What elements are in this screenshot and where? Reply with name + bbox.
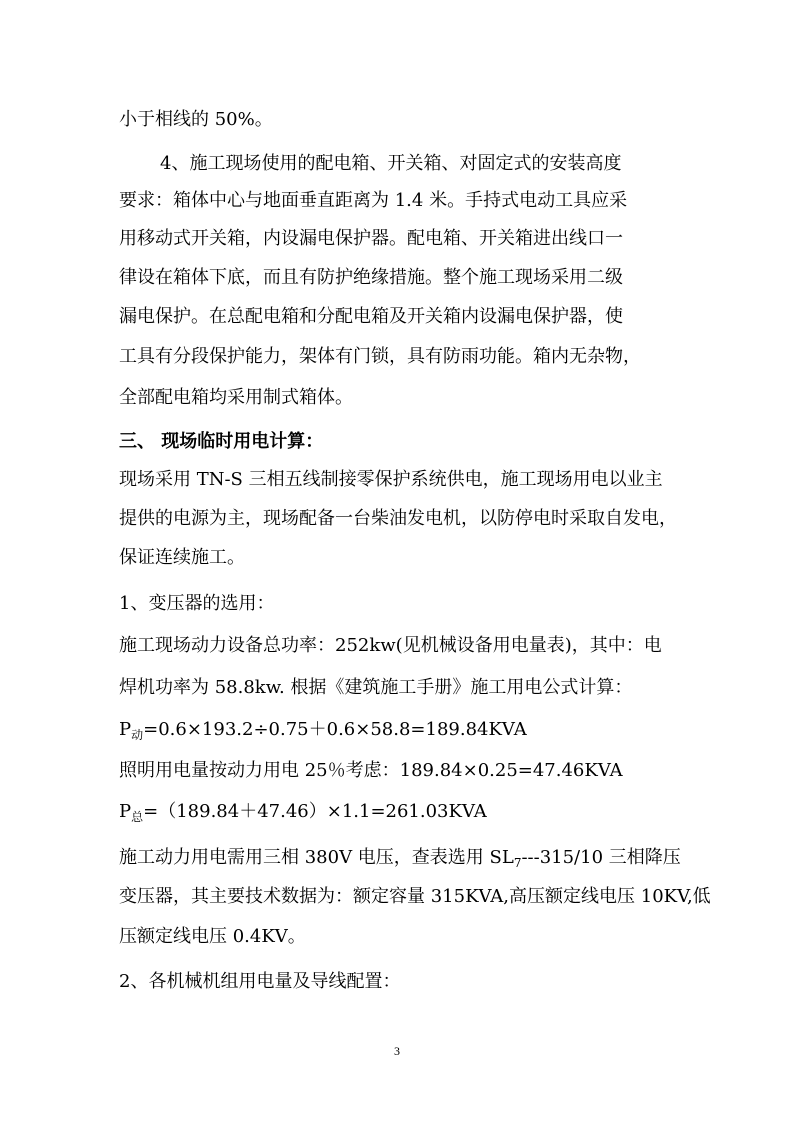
formula-subscript-total: 总 <box>131 810 144 824</box>
transformer-text-end: ---315/10 三相降压 <box>521 847 681 868</box>
formula-dynamic-power <box>119 718 527 747</box>
formula-subscript-dynamic: 动 <box>131 728 144 742</box>
formula-total-expression: =（189.84＋47.46）×1.1=261.03KVA <box>143 801 487 822</box>
subsection-heading-2: 2、各机械机组用电量及导线配置： <box>119 971 401 992</box>
text-line-7: 工具有分段保护能力，架体有门锁，具有防雨功能。箱内无杂物， <box>119 346 641 367</box>
text-line-voltage: 压额定线电压 0.4KV。 <box>119 926 306 947</box>
text-line-14: 施工现场动力设备总功率：252kw(见机械设备用电量表)，其中：电 <box>119 635 662 656</box>
formula-lighting-power: 照明用电量按动力用电 25％考虑：189.84×0.25=47.46KVA <box>119 760 623 781</box>
formula-total-power <box>119 800 487 829</box>
text-line-4: 用移动式开关箱，内设漏电保护器。配电箱、开关箱进出线口一 <box>119 228 623 249</box>
formula-dynamic-expression: =0.6×193.2÷0.75＋0.6×58.8=189.84KVA <box>143 719 527 740</box>
formula-p-symbol: P <box>119 719 132 740</box>
subsection-heading-1: 1、变压器的选用： <box>119 593 275 614</box>
formula-p-symbol-total: P <box>119 801 132 822</box>
text-line-1: 小于相线的 50%。 <box>119 109 273 130</box>
text-line-11: 提供的电源为主，现场配备一台柴油发电机，以防停电时采取自发电， <box>119 508 677 529</box>
text-line-3: 要求：箱体中心与地面垂直距离为 1.4 米。手持式电动工具应采 <box>119 190 628 211</box>
text-line-12: 保证连续施工。 <box>119 547 245 568</box>
text-line-transformer <box>119 846 681 875</box>
text-line-10: 现场采用 TN-S 三相五线制接零保护系统供电，施工现场用电以业主 <box>119 469 663 490</box>
section-heading-3: 三、 现场临时用电计算： <box>119 431 324 452</box>
text-line-transformer-specs: 变压器，其主要技术数据为：额定容量 315KVA,高压额定线电压 10KV,低 <box>119 886 711 907</box>
text-line-5: 律设在箱体下底，而且有防护绝缘措施。整个施工现场采用二级 <box>119 267 623 288</box>
page-number: 3 <box>394 1044 400 1058</box>
text-line-6: 漏电保护。在总配电箱和分配电箱及开关箱内设漏电保护器，使 <box>119 306 623 327</box>
transformer-text-start: 施工动力用电需用三相 380V 电压，查表选用 SL <box>119 847 514 868</box>
text-line-15: 焊机功率为 58.8kw. 根据《建筑施工手册》施工用电公式计算： <box>119 677 633 698</box>
section-item-4-line-1: 4、施工现场使用的配电箱、开关箱、对固定式的安装高度 <box>160 153 622 174</box>
transformer-subscript: 7 <box>513 856 522 870</box>
text-line-8: 全部配电箱均采用制式箱体。 <box>119 387 353 408</box>
